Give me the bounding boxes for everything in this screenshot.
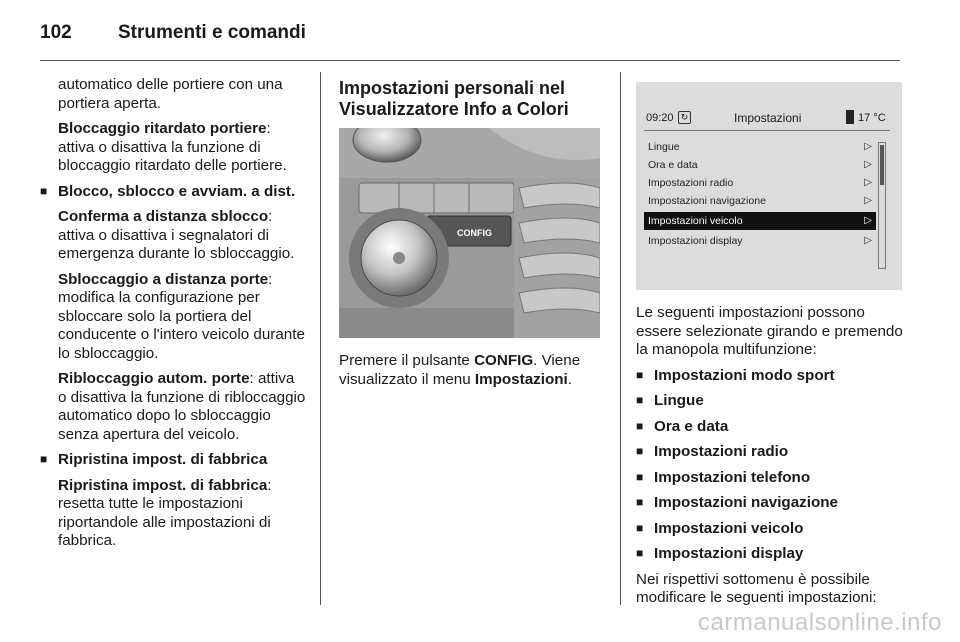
chevron-right-icon: ▷ (864, 195, 872, 206)
locking-delay-label: Bloccaggio ritardato portiere (58, 120, 267, 137)
factory-heading-text: Ripristina impost. di fabbrica (58, 451, 268, 468)
auto-relock-text: : attiva o disattiva la funzione di ribloccaggio automatico dopo lo sbloccaggio senza apertura del veicolo. (58, 370, 306, 443)
press-config-paragraph (339, 352, 604, 389)
settings-bullet (636, 494, 904, 513)
remote-unlock-paragraph (40, 271, 306, 364)
settings-bullet (636, 392, 904, 411)
chapter-title: Strumenti e comandi (118, 22, 306, 43)
screen-menu-item[interactable] (644, 138, 876, 156)
chevron-right-icon: ▷ (864, 141, 872, 152)
bullet-text: Impostazioni modo sport (654, 366, 835, 384)
chevron-right-icon: ▷ (864, 235, 872, 246)
factory-heading (40, 451, 306, 470)
page-number: 102 (40, 22, 72, 43)
config-button-label: CONFIG (457, 228, 492, 238)
auto-relock-label: Ribloccaggio autom. porte (58, 370, 250, 387)
screen-menu-item[interactable] (644, 232, 876, 250)
screen-menu-label: Impostazioni radio (648, 177, 734, 189)
locking-delay-paragraph (40, 120, 306, 176)
press-text-1: Premere il pulsante (339, 352, 475, 369)
right-outro: Nei rispettivi sottomenu è possibile modificare le seguenti impostazioni: (636, 570, 877, 606)
section-heading: Impostazioni personali nel Visualizzatore Info a Colori (339, 78, 569, 119)
settings-bullet (636, 545, 904, 564)
locking-delay-text: : attiva o disattiva la funzione di bloccaggio ritardato delle portiere. (58, 120, 287, 174)
intro-paragraph: automatico delle portiere con una portiera aperta. (58, 76, 283, 112)
unlock-confirm-text: : attiva o disattiva i segnalatori di emergenza durante lo sbloccaggio. (58, 208, 295, 262)
bullet-text: Impostazioni radio (654, 443, 789, 460)
auto-relock-paragraph (40, 370, 306, 444)
screen-menu-label: Impostazioni veicolo (648, 215, 743, 227)
left-column (40, 76, 306, 558)
settings-bullet (636, 367, 904, 386)
chevron-right-icon: ▷ (864, 177, 872, 188)
screen-time: 09:20 (646, 112, 674, 124)
settings-bullet (636, 443, 904, 462)
settings-bullet (636, 520, 904, 539)
scroll-thumb[interactable] (880, 145, 884, 185)
header-rule (40, 60, 900, 61)
remote-heading (40, 183, 306, 202)
factory-label: Ripristina impost. di fabbrica (58, 476, 268, 494)
screen-menu-label: Impostazioni display (648, 235, 743, 247)
screen-scrollbar[interactable] (878, 142, 886, 269)
screen-title: Impostazioni (734, 111, 802, 125)
screen-menu-label: Impostazioni navigazione (648, 195, 766, 207)
press-text-3: . (567, 370, 572, 388)
column-divider-2 (620, 72, 621, 605)
middle-column (339, 78, 604, 127)
console-photo (339, 128, 600, 338)
chevron-right-icon: ▷ (864, 159, 872, 170)
page-header (40, 10, 900, 50)
clock-sync-icon: ↻ (678, 111, 691, 124)
menu-word: Impostazioni (474, 370, 568, 388)
remote-unlock-label: Sbloccaggio a distanza porte (58, 270, 269, 288)
right-column (636, 304, 904, 615)
unlock-confirm-label: Conferma a distanza sblocco (58, 208, 269, 225)
screen-status-bar (644, 108, 890, 131)
phone-icon (846, 110, 854, 124)
unlock-confirm-paragraph (40, 208, 306, 264)
screen-menu-item[interactable] (644, 174, 876, 192)
config-word: CONFIG (474, 352, 534, 369)
chevron-right-icon: ▷ (864, 215, 872, 226)
right-intro: Le seguenti impostazioni possono essere selezionate girando e premendo la manopola multifunzione: (636, 304, 903, 358)
bullet-text: Impostazioni display (654, 545, 804, 562)
bullet-text: Lingue (654, 392, 704, 409)
column-divider-1 (320, 72, 321, 605)
bullet-text: Impostazioni telefono (654, 468, 811, 486)
middle-text (339, 352, 604, 396)
settings-bullet (636, 469, 904, 488)
screen-menu-label: Lingue (648, 141, 680, 153)
screen-menu-item-selected[interactable] (644, 212, 876, 230)
screen-menu-item[interactable] (644, 192, 876, 210)
bullet-text: Impostazioni navigazione (654, 494, 838, 511)
screen-menu-item[interactable] (644, 156, 876, 174)
screen-menu-label: Ora e data (648, 159, 698, 171)
remote-unlock-text: : modifica la configurazione per sbloccare solo la portiera del conducente o l'intero veicolo durante lo sbloccaggio. (58, 270, 305, 362)
settings-screen (636, 82, 902, 290)
settings-bullet (636, 418, 904, 437)
remote-heading-text: Blocco, sblocco e avviam. a dist. (58, 182, 296, 200)
bullet-text: Ora e data (654, 417, 729, 435)
factory-paragraph (40, 477, 306, 551)
screen-temperature: 17 °C (858, 112, 886, 124)
watermark: carmanualsonline.info (698, 609, 942, 636)
press-text-2: . Viene visualizzato il menu (339, 352, 581, 388)
bullet-text: Impostazioni veicolo (654, 519, 804, 537)
factory-text: : resetta tutte le impostazioni riportandole alle impostazioni di fabbrica. (58, 476, 272, 549)
console-illustration (339, 128, 600, 338)
